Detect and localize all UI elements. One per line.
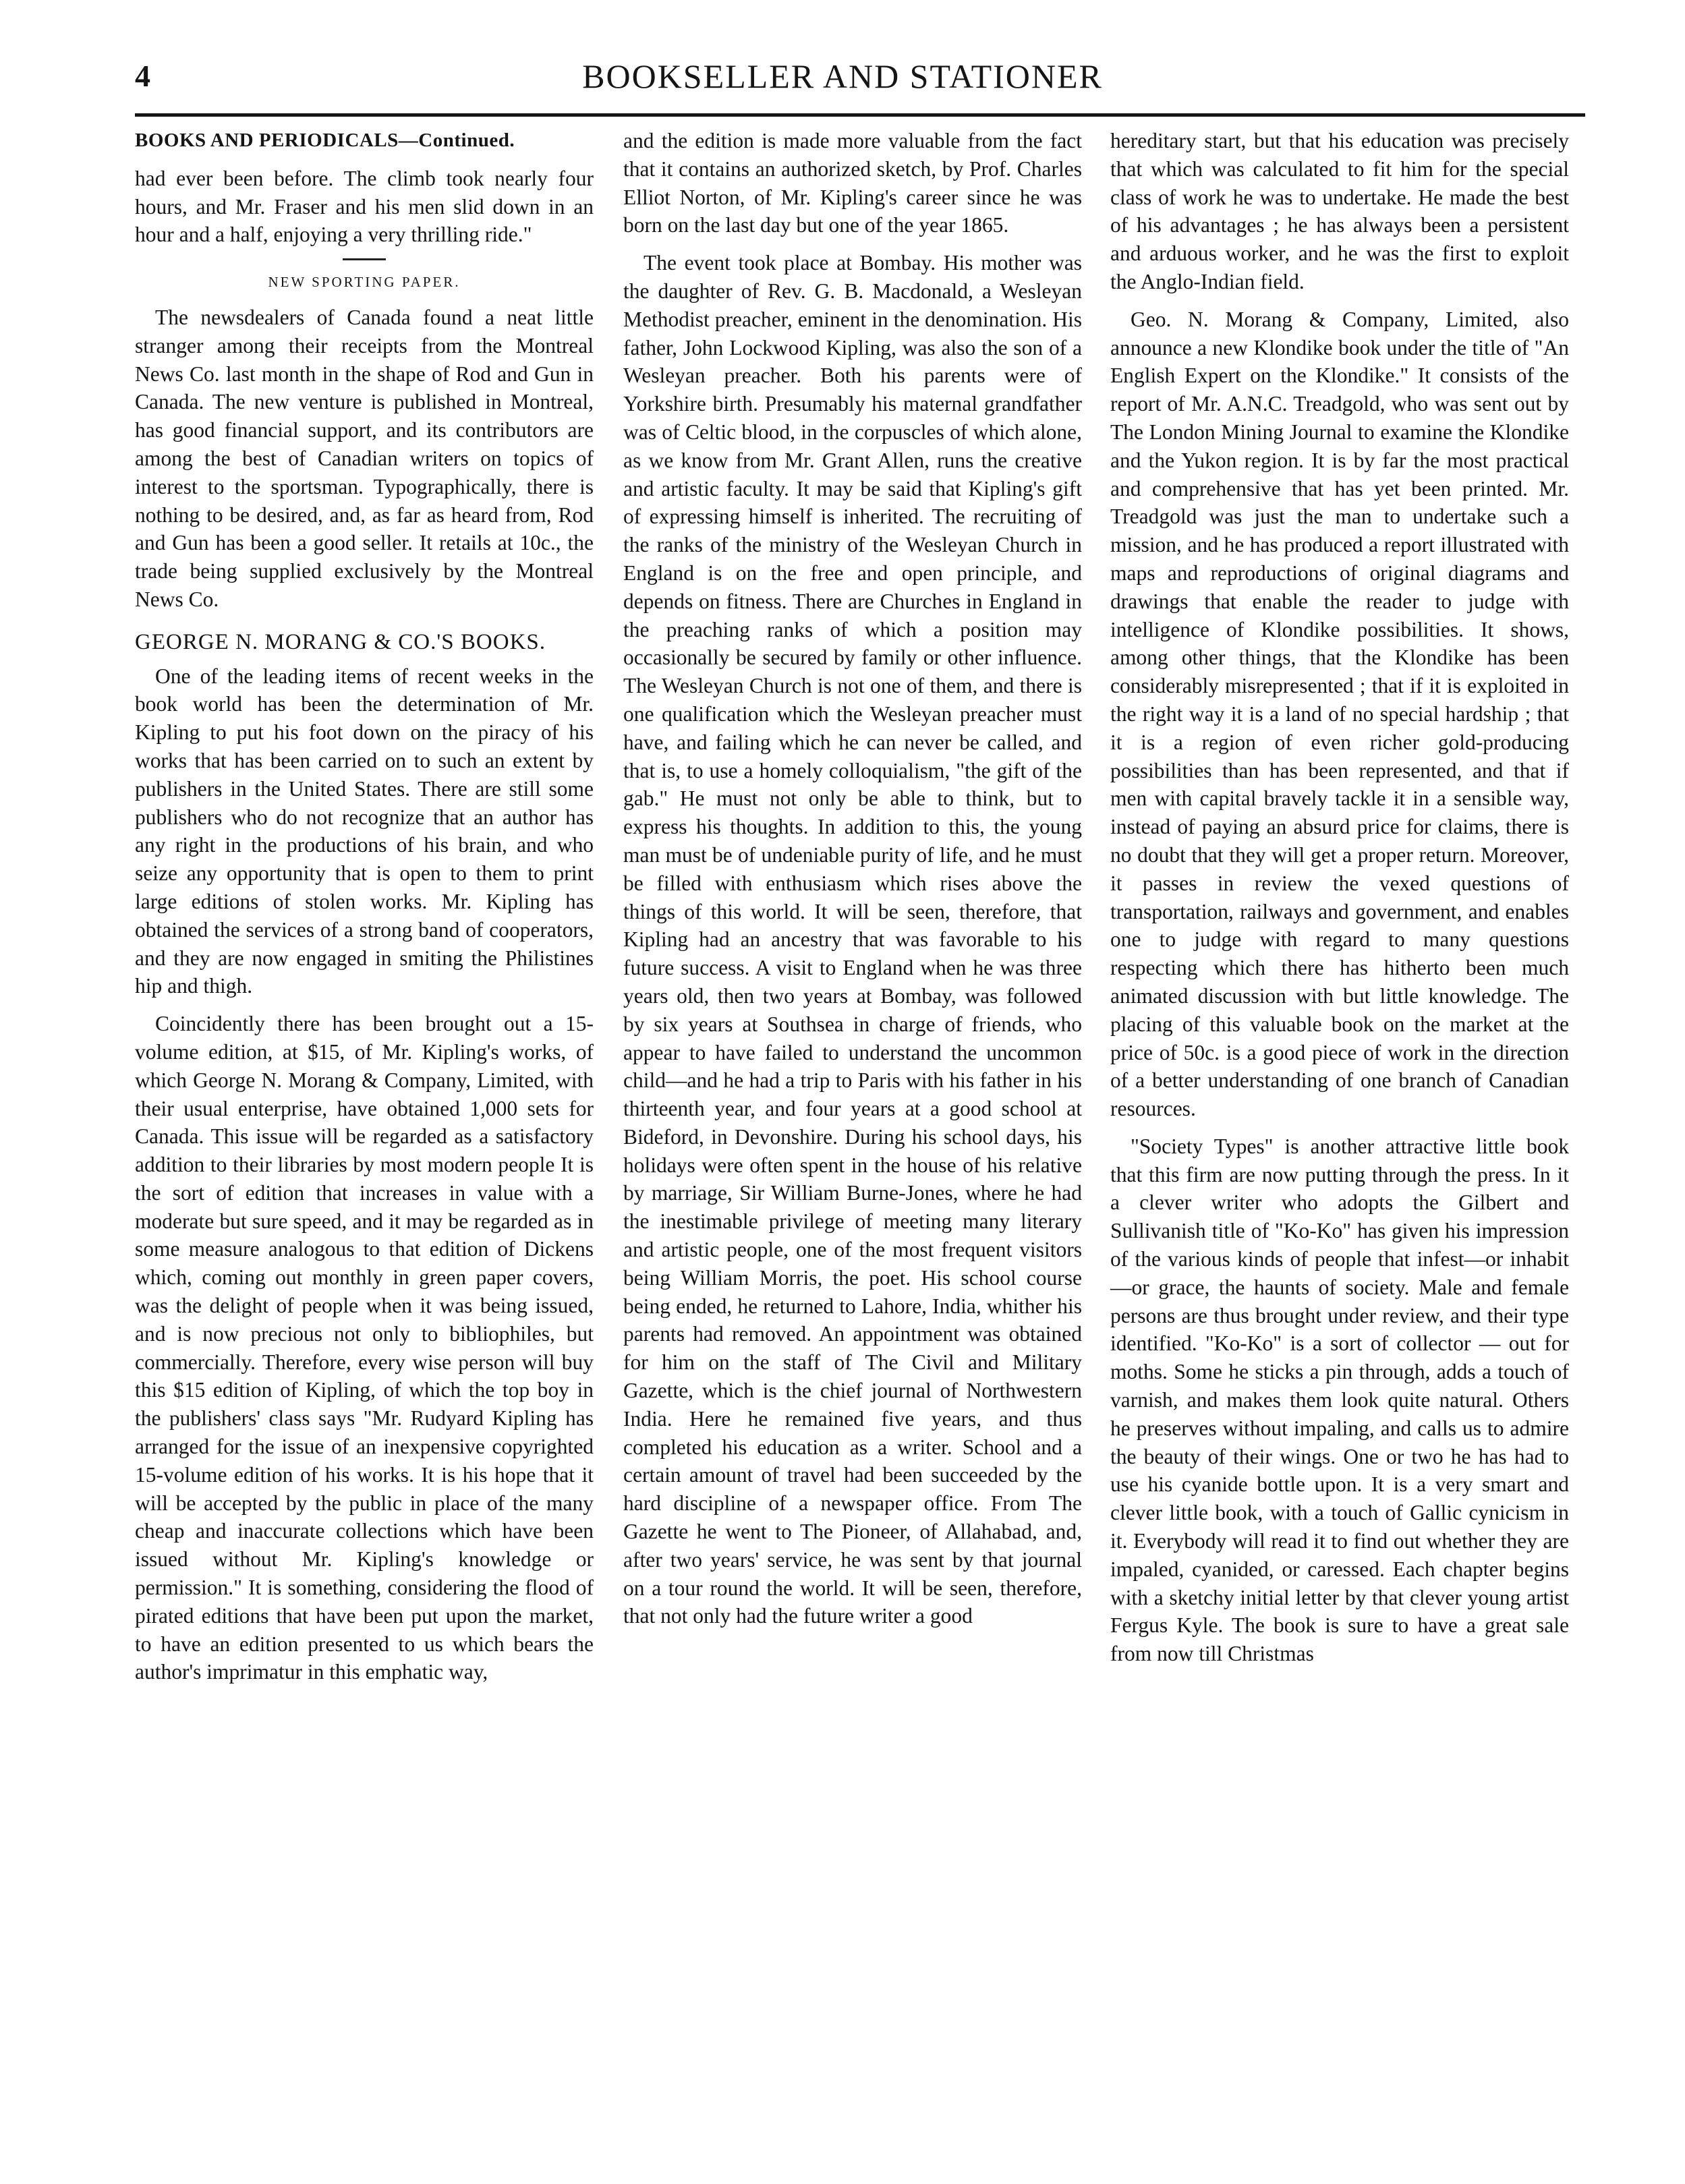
header-rule	[135, 113, 1585, 117]
column-3	[1110, 127, 1569, 1677]
section-heading-morang: GEORGE N. MORANG & CO.'S BOOKS.	[135, 629, 546, 654]
klondike-paragraph: Geo. N. Morang & Company, Limited, also announce a new Klondike book under the title of "An English Expert on the Klondike." It consists of the report of Mr. A.N.C. Treadgold, who was sent out by The London Mining Journal to examine the Klondike and the Yukon region. It is by far the most practical and comprehensive that has yet been printed. Mr. Treadgold was just the man to undertake such a mission, and he has produced a report illustrated with maps and reproductions of original diagrams and drawings that enable the reader to judge with intelligence of Klondike possibilities. It shows, among other things, that the Klondike has been considerably misrepresented ; that if it is exploited in the right way it is a land of no special hardship ; that it is a region of even richer gold-producing possibilities than has been represented, and that if men with capital bravely tackle it in a sensible way, instead of paying an absurd price for claims, there is no doubt that they will get a proper return. Moreover, it passes in review the vexed questions of transportation, railways and government, and enables one to judge with regard to many questions respecting which there has hitherto been much animated discussion with but little knowledge. The placing of this valuable book on the market at the price of 50c. is a good piece of work in the direction of a better understanding of one branch of Canadian resources.	[1110, 307, 1569, 1121]
continued-paragraph: had ever been before. The climb took nearly four hours, and Mr. Fraser and his men slid down in an hour and a half, enjoying a very thrilling ride."	[135, 166, 594, 247]
section-divider	[343, 258, 386, 260]
continued-paragraph: and the edition is made more valuable from the fact that it contains an authorized sketch, by Prof. Charles Elliot Norton, of Mr. Kipling's career since he was born on the last day but one of the year 1865.	[623, 129, 1082, 237]
subheading-sporting-paper: NEW SPORTING PAPER.	[268, 274, 461, 291]
running-title: BOOKSELLER AND STATIONER	[582, 57, 1103, 95]
continued-paragraph: hereditary start, but that his education was precisely that which was calculated to fit him for the special class of work he was to undertake. He made the best of his advantages ; he has always been a persistent and arduous worker, and he was the first to exploit the Anglo-Indian field.	[1110, 129, 1569, 293]
column-1	[135, 127, 594, 1696]
morang-paragraph-1: One of the leading items of recent weeks in the book world has been the determination of Mr. Kipling to put his foot down on the piracy of his works that has been carried on to such an extent by publishers in the United States. There are still some publishers who do not recognize that an author has any right in the productions of his brain, and who seize any opportunity that is open to them to print large editions of stolen works. Mr. Kipling has obtained the services of a strong band of cooperators, and they are now engaged in smiting the Philistines hip and thigh.	[135, 664, 594, 998]
sporting-paper-paragraph: The newsdealers of Canada found a neat little stranger among their receipts from the Montreal News Co. last month in the shape of Rod and Gun in Canada. The new venture is published in Montreal, has good financial support, and its contributors are among the best of Canadian writers on topics of interest to the sportsman. Typographically, there is nothing to be desired, and, as far as heard from, Rod and Gun has been a good seller. It retails at 10c., the trade being supplied exclusively by the Montreal News Co.	[135, 305, 594, 611]
page-number: 4	[135, 59, 150, 93]
morang-paragraph-2: Coincidently there has been brought out a 15-volume edition, at $15, of Mr. Kipling's works, of which George N. Morang & Company, Limited, with their usual enterprise, have obtained 1,000 sets for Canada. This issue will be regarded as a satisfactory addition to their libraries by most modern people It is the sort of edition that increases in value with a moderate but sure speed, and it may be regarded as in some measure analogous to that edition of Dickens which, coming out monthly in green paper covers, was the delight of people when it was being issued, and is now precious not only to bibliophiles, but commercially. Therefore, every wise person will buy this $15 edition of Kipling, of which the top boy in the publishers' class says "Mr. Rudyard Kipling has arranged for the issue of an inexpensive copyrighted 15-volume edition of his works. It is his hope that it will be accepted by the public in place of the many cheap and inaccurate collections which have been issued without Mr. Kipling's knowledge or permission." It is something, considering the flood of pirated editions that have been put upon the market, to have an edition presented to us which bears the author's imprimatur in this emphatic way,	[135, 1012, 594, 1684]
society-types-paragraph: "Society Types" is another attractive little book that this firm are now putting through the press. In it a clever writer who adopts the Gilbert and Sullivanish title of "Ko-Ko" has given his impression of the various kinds of people that infest—or inhabit—or grace, the haunts of society. Male and female persons are thus brought under review, and their type identified. "Ko-Ko" is a sort of collector — out for moths. Some he sticks a pin through, adds a touch of varnish, and makes them look quite natural. Others he preserves without impaling, and calls us to admire the beauty of their wings. One or two he has had to use his cyanide bottle upon. It is a very smart and clever little book, with a touch of Gallic cynicism in it. Everybody will read it to find out whether they are impaled, cyanided, or caressed. Each chapter begins with a sketchy initial letter by that clever young artist Fergus Kyle. The book is sure to have a great sale from now till Christmas	[1110, 1134, 1569, 1666]
bombay-paragraph: The event took place at Bombay. His mother was the daughter of Rev. G. B. Macdonald, a Wesleyan Methodist preacher, eminent in the denomination. His father, John Lockwood Kipling, was also the son of a Wesleyan preacher. Both his parents were of Yorkshire birth. Presumably his maternal grandfather was of Celtic blood, in the corpuscles of which alone, as we know from Mr. Grant Allen, runs the creative and artistic faculty. It may be said that Kipling's gift of expressing himself is inherited. The recruiting of the ranks of the ministry of the Wesleyan Church in England is on the free and open principle, and depends on fitness. There are Churches in England in the preaching ranks of which a position may occasionally be secured by family or other influence. The Wesleyan Church is not one of them, and there is one qualification which the Wesleyan preacher must have, and failing which he can never be called, and that is, to use a homely colloquialism, "the gift of the gab." He must not only be able to think, but to express his thoughts. In addition to this, the young man must be of undeniable purity of life, and he must be filled with enthusiasm which rises above the things of this world. It will be seen, therefore, that Kipling had an ancestry that was favorable to his future success. A visit to England when he was three years old, then two years at Bombay, was followed by six years at Southsea in charge of friends, who appear to have failed to understand the uncommon child—and he had a trip to Paris with his father in his thirteenth year, and four years at a good school at Bideford, in Devonshire. During his school days, his holidays were often spent in the house of his relative by marriage, Sir William Burne-Jones, where he had the inestimable privilege of meeting many literary and artistic people, one of the most frequent visitors being William Morris, the poet. His school course being ended, he returned to Lahore, India, whither his parents had removed. An appointment was obtained for him on the staff of The Civil and Military Gazette, which is the chief journal of Northwestern India. Here he remained five years, and thus completed his education as a writer. School and a certain amount of travel had been succeeded by the hard discipline of a newspaper office. From The Gazette he went to The Pioneer, of Allahabad, and, after two years' service, he was sent by that journal on a tour round the world. It will be seen, therefore, that not only had the future writer a good	[623, 251, 1082, 1628]
continued-heading: BOOKS AND PERIODICALS—Continued.	[135, 130, 515, 151]
article-columns	[135, 127, 1585, 2150]
column-2	[623, 127, 1082, 1640]
